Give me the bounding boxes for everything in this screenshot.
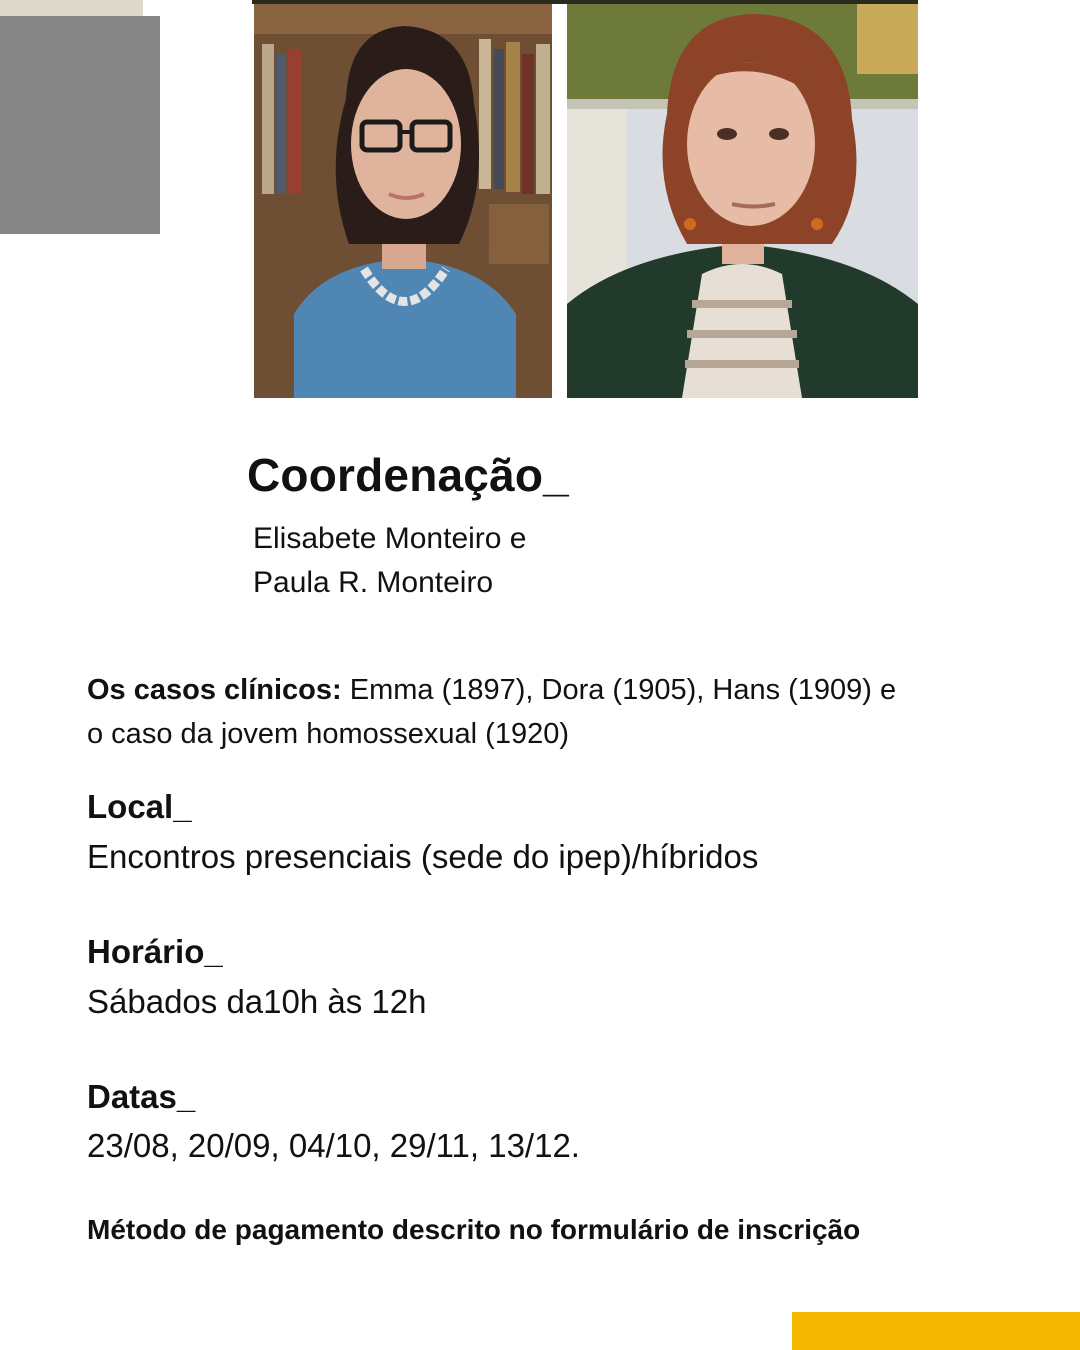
decor-yellow-bar — [792, 1312, 1080, 1350]
local-heading: Local_ — [87, 788, 192, 825]
coordinator-name-2: Paula R. Monteiro — [253, 566, 494, 599]
payment-note: Método de pagamento descrito no formulário de inscrição — [87, 1214, 861, 1245]
coordinator-name-1: Elisabete Monteiro e — [253, 522, 527, 555]
decor-gray-block — [0, 16, 160, 234]
local-value: Encontros presenciais (sede do ipep)/híbridos — [87, 838, 759, 875]
clinical-cases-label: Os casos clínicos: — [87, 674, 342, 706]
schedule-heading: Horário_ — [87, 933, 223, 970]
schedule-value: Sábados da10h às 12h — [87, 983, 427, 1020]
photo-paula-monteiro — [567, 4, 918, 398]
clinical-cases-text: Emma (1897), Dora (1905), Hans (1909) e o caso da jovem homossexual (1920) — [87, 674, 897, 750]
dates-value: 23/08, 20/09, 04/10, 29/11, 13/12. — [87, 1127, 580, 1164]
coordination-title: Coordenação_ — [247, 449, 569, 501]
clinical-cases-paragraph — [87, 668, 907, 756]
dates-heading: Datas_ — [87, 1078, 196, 1115]
photo-elisabete-monteiro — [254, 4, 552, 398]
